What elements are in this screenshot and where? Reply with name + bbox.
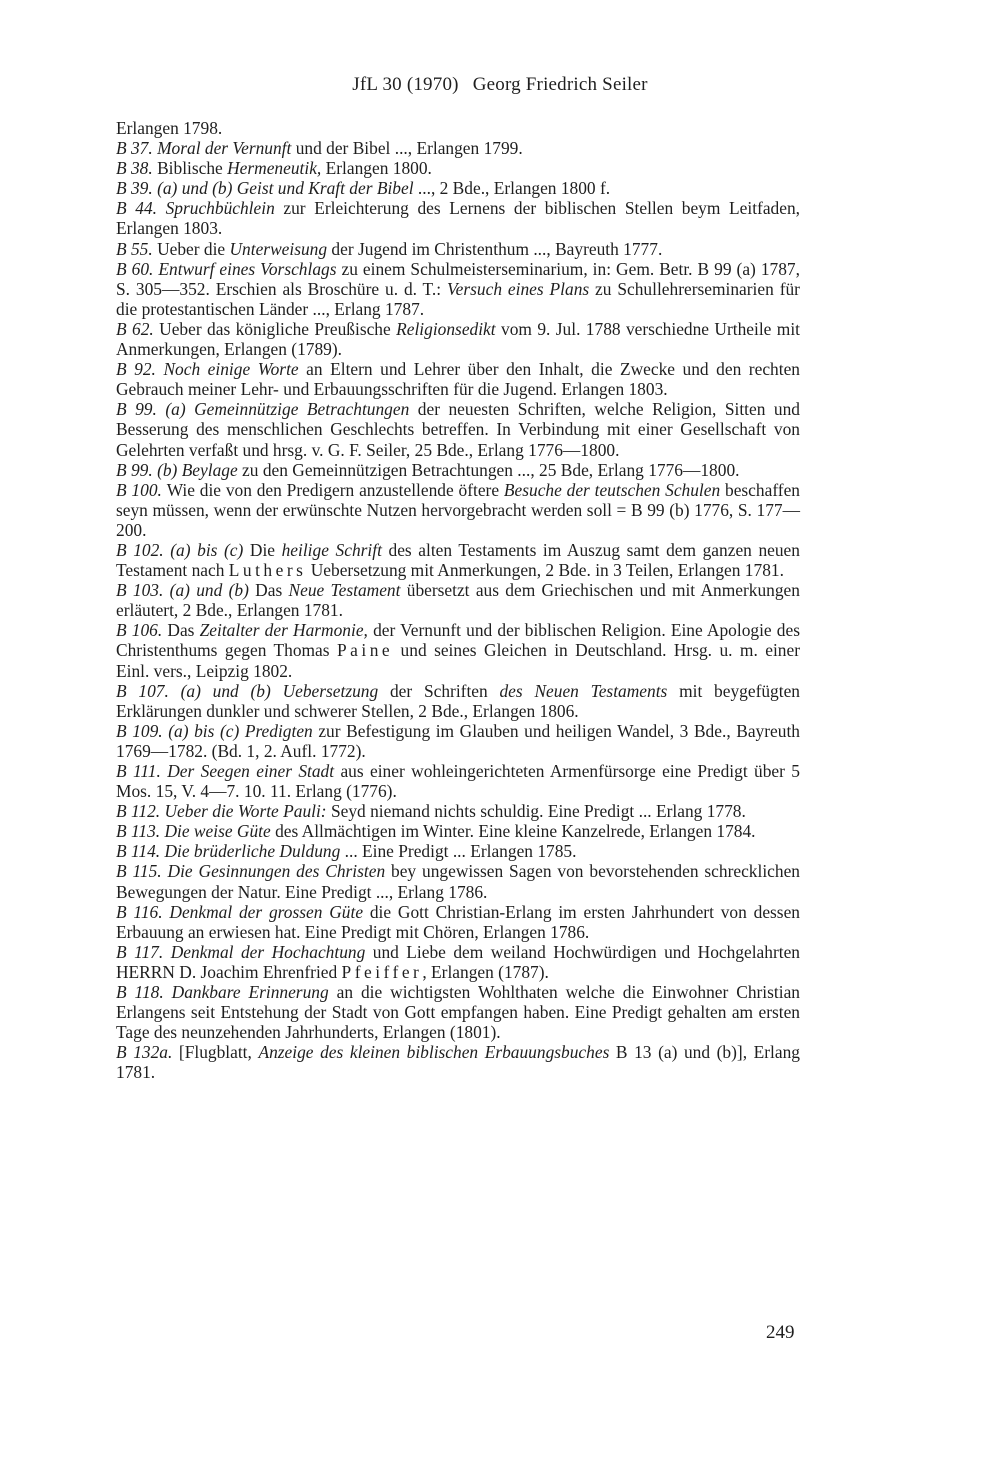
entry-title-text: Versuch eines Plans: [446, 278, 590, 299]
journal-reference: JfL 30 (1970): [352, 74, 459, 95]
entry-number: B 38.: [116, 158, 158, 179]
entry-title-text: Spruchbüchlein: [165, 198, 275, 219]
bibliography-entry: [116, 841, 800, 861]
bibliography-entry: [116, 198, 800, 238]
entry-number: B 37.: [116, 138, 158, 159]
entry-title-text: Der Seegen einer Stadt: [167, 761, 335, 781]
entry-title-text: Dankbare Erinnerung: [171, 982, 329, 1003]
page-number: 249: [766, 1322, 795, 1343]
entry-number: B 106.: [116, 620, 168, 641]
entry-text: ..., 2 Bde., Erlangen 1800 f.: [413, 178, 611, 199]
entry-text: übersetzt aus dem Griechischen und mit Anmerkungen erläutert, 2 Bde., Erlangen 1781.: [116, 580, 800, 621]
entry-text: beschaffen seyn müssen, wenn der erwünschte Nutzen hervorgebracht werden soll = B 99 (b) 1776, S. 177—200.: [116, 479, 800, 540]
entry-number: B 102.: [116, 539, 171, 560]
entry-text: Ueber die: [157, 238, 230, 259]
entry-text: mit beygefügten Erklärungen dunkler und schwerer Stellen, 2 Bde., Erlangen 1806.: [116, 680, 800, 721]
bibliography-entry: [116, 178, 800, 198]
entry-text: zu Schullehrerseminarien für die protestantischen Länder ..., Erlang 1787.: [116, 278, 800, 319]
entry-number: B 116.: [116, 901, 170, 922]
entry-title-text: Noch einige Worte: [163, 359, 299, 380]
entry-title-text: Hermeneutik,: [227, 158, 322, 179]
entry-title-text: Denkmal der Hochachtung: [170, 941, 366, 962]
entry-text: zu den Gemeinnützigen Betrachtungen ..., 25 Bde, Erlang 1776—1800.: [237, 459, 740, 480]
bibliography-entry: [116, 620, 800, 680]
bibliography-entry: [116, 399, 800, 459]
entry-text: Wie die von den Predigern anzustellende öftere: [166, 479, 504, 500]
entry-text: Ueber das königliche Preußische: [159, 318, 397, 339]
entry-number: B 39.: [116, 178, 158, 199]
entry-number: B 44.: [116, 198, 166, 219]
entry-text: der Vernunft und der biblischen Religion. Eine Apologie des Christenthums gegen Thomas: [116, 620, 800, 661]
entry-title-text: heilige Schrift: [281, 539, 382, 560]
entry-number: B 132a.: [116, 1042, 179, 1063]
entry-title-text: Die brüderliche Duldung: [164, 841, 341, 862]
spaced-name: Paine: [336, 640, 394, 661]
entry-text: Seyd niemand nichts schuldig. Eine Predigt ... Erlang 1778.: [326, 801, 746, 822]
entry-number: B 60.: [116, 258, 159, 279]
bibliography-entry: [116, 1042, 800, 1082]
entry-title-text: Die Gesinnungen des Christen: [167, 861, 386, 882]
bibliography-entry: [116, 902, 800, 942]
entry-text: ... Eine Predigt ... Erlangen 1785.: [340, 841, 577, 862]
entry-title-text: Anzeige des kleinen biblischen Erbauungsbuches: [258, 1042, 610, 1063]
bibliography-entry: [116, 540, 800, 580]
bibliography-entry: [116, 821, 800, 841]
entry-title-text: Ueber die Worte Pauli:: [164, 801, 327, 822]
entry-title-text: Zeitalter der Harmonie,: [199, 620, 368, 641]
bibliography-entry: [116, 861, 800, 901]
spaced-name: Pfeiffer: [341, 961, 423, 982]
entry-number: B 107.: [116, 680, 181, 701]
entry-text: Die: [243, 539, 282, 560]
bibliography-entry: [116, 319, 800, 359]
entry-text: und Liebe dem weiland Hochwürdigen und Hochgelahrten HERRN D. Joachim Ehrenfried: [116, 941, 801, 982]
bibliography-entry: [116, 480, 800, 540]
bibliography-entry: [116, 761, 800, 801]
bibliography-entry: [116, 239, 800, 259]
entry-text: , Erlangen (1787).: [422, 961, 549, 982]
bibliography-entry: [116, 138, 800, 158]
bibliography-entry: [116, 942, 800, 982]
entry-text: und seines Gleichen in Deutschland. Hrsg. u. m. einer Einl. vers., Leipzig 1802.: [116, 640, 800, 681]
entry-text: des alten Testaments im Auszug samt dem ganzen neuen Testament nach: [116, 539, 800, 581]
entry-number: B 111.: [116, 761, 168, 781]
entry-title-text: Die weise Güte: [164, 821, 271, 842]
bibliography-entry: [116, 460, 800, 480]
entry-title-text: (a) Gemeinnützige Betrachtungen: [165, 399, 410, 420]
entry-text: der Jugend im Christenthum ..., Bayreuth 1777.: [327, 238, 663, 259]
entry-text: zu einem Schulmeisterseminarium, in: Gem. Betr. B 99 (a) 1787, S. 305—352. Erschien als Broschüre u. d. T.:: [116, 258, 800, 299]
spaced-name: Luthers: [228, 560, 307, 581]
entry-text: an die wichtigsten Wohlthaten welche die Einwohner Christian Erlangens seit Entstehung der Stadt von Gott empfangen haben. Eine Predigt gehalten am ersten Tage des neunzehenden Jahrhunderts, Erlangen (1801).: [116, 982, 800, 1043]
bibliography-entry: [116, 359, 800, 399]
entry-number: B 114.: [116, 841, 165, 862]
entry-title-text: (a) und (b): [169, 580, 249, 601]
running-head: [0, 74, 1000, 96]
entry-text: aus einer wohleingerichteten Armenfürsorge eine Predigt über 5 Mos. 15, V. 4—7. 10. 11. Erlang (1776).: [116, 761, 801, 802]
bibliography-entry: [116, 158, 800, 178]
bibliography-entry: [116, 801, 800, 821]
entry-number: B 55.: [116, 238, 158, 259]
entry-title-text: (a) und (b) Geist und Kraft der Bibel: [157, 178, 414, 199]
entry-number: B 109.: [116, 720, 169, 741]
entry-number: B 100.: [116, 479, 167, 500]
bibliography-entry: [116, 681, 800, 721]
entry-number: B 115.: [116, 861, 168, 882]
entry-text: an Eltern und Lehrer über den Inhalt, die Zwecke und den rechten Gebrauch meiner Lehr- und Erbauungsschriften für die Jugend. Erlangen 1803.: [116, 359, 800, 400]
entry-title-text: (a) und (b) Uebersetzung: [180, 680, 379, 701]
entry-number: B 113.: [116, 821, 165, 842]
entry-text: Das: [167, 620, 200, 641]
entry-number: B 62.: [116, 318, 160, 339]
entry-text: zur Befestigung im Glauben und heiligen Wandel, 3 Bde., Bayreuth 1769—1782. (Bd. 1, 2. Aufl. 1772).: [116, 720, 800, 761]
entry-title-text: (b) Beylage: [157, 459, 238, 480]
entry-number: B 92.: [116, 359, 164, 380]
entry-text: [Flugblatt,: [178, 1042, 259, 1063]
entry-text: vom 9. Jul. 1788 verschiedne Urtheile mit Anmerkungen, Erlangen (1789).: [116, 318, 800, 360]
entry-text: B 13 (a) und (b)], Erlang 1781.: [116, 1042, 800, 1083]
entry-number: B 118.: [116, 982, 172, 1003]
entry-text: und der Bibel ..., Erlangen 1799.: [291, 138, 523, 159]
entry-text: der Schriften: [378, 680, 500, 701]
bibliography-entry: [116, 721, 800, 761]
bibliography-list: [116, 118, 800, 1083]
entry-text: zur Erleichterung des Lernens der biblischen Stellen beym Leitfaden, Erlangen 1803.: [116, 198, 800, 239]
entry-text: des Allmächtigen im Winter. Eine kleine Kanzelrede, Erlangen 1784.: [270, 821, 756, 842]
entry-text: der neuesten Schriften, welche Religion, Sitten und Besserung des menschlichen Geschlechts betreffen. In Verbindung mit einer Gesellschaft von Gelehrten verfaßt und hrsg. v. G. F. Seiler, 25 Bde., Erlang 1776—1800.: [116, 399, 800, 460]
entry-title-text: Religionsedikt: [396, 318, 496, 339]
entry-title-text: Denkmal der grossen Güte: [169, 901, 364, 922]
entry-number: B 112.: [116, 801, 165, 822]
entry-text: Biblische: [157, 158, 228, 179]
bibliography-entry: [116, 580, 800, 620]
entry-text: die Gott Christian-Erlang im ersten Jahrhundert von dessen Erbauung an erwiesen hat. Eine Predigt mit Chören, Erlangen 1786.: [116, 901, 800, 942]
bibliography-entry: [116, 259, 800, 319]
entry-text: bey ungewissen Sagen von bevorstehenden schrecklichen Bewegungen der Natur. Eine Predigt ..., Erlang 1786.: [116, 861, 800, 902]
entry-number: B 103.: [116, 580, 170, 601]
entry-title-text: (a) bis (c): [170, 539, 244, 560]
entry-title-text: des Neuen Testaments: [499, 680, 668, 701]
entry-title-text: Neue Testament: [288, 580, 401, 601]
entry-title-text: Entwurf eines Vorschlags: [158, 258, 337, 279]
entry-text: Erlangen 1800.: [321, 158, 432, 179]
entry-title-text: Besuche der teutschen Schulen: [503, 479, 721, 500]
entry-title-text: (a) bis (c) Predigten: [168, 720, 313, 741]
entry-title-text: Unterweisung: [229, 238, 328, 259]
bibliography-entry: [116, 982, 800, 1042]
entry-number: B 99.: [116, 459, 158, 480]
bibliography-entry: [116, 118, 800, 138]
entry-number: B 117.: [116, 941, 171, 962]
article-title: Georg Friedrich Seiler: [472, 74, 648, 95]
entry-text: Uebersetzung mit Anmerkungen, 2 Bde. in 3 Teilen, Erlangen 1781.: [306, 560, 784, 581]
entry-number: B 99.: [116, 399, 166, 420]
entry-text: Das: [248, 580, 289, 601]
entry-text: Erlangen 1798.: [116, 118, 223, 138]
entry-title-text: Moral der Vernunft: [157, 138, 292, 159]
